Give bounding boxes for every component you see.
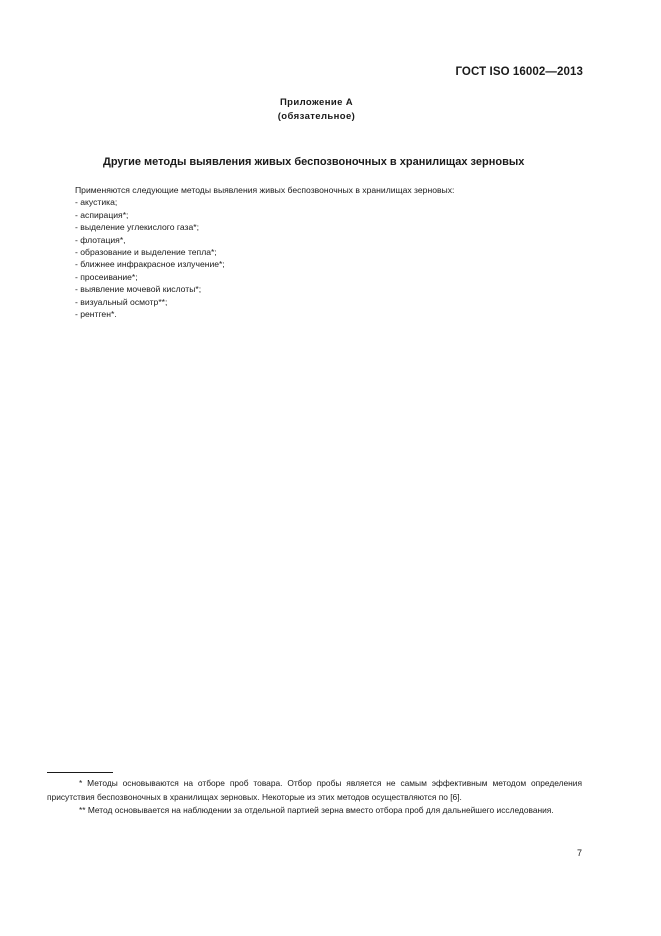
list-item: - рентген*. bbox=[75, 309, 117, 320]
footnote-divider bbox=[47, 772, 113, 773]
intro-text: Применяются следующие методы выявления живых беспозвоночных в хранилищах зерновых: bbox=[75, 185, 455, 195]
list-item: - просеивание*; bbox=[75, 271, 138, 282]
section-title: Другие методы выявления живых беспозвоночных в хранилищах зерновых bbox=[103, 156, 525, 168]
list-item: - визуальный осмотр**; bbox=[75, 296, 168, 307]
list-item: - флотация*, bbox=[75, 234, 126, 245]
page-number: 7 bbox=[576, 848, 582, 858]
footnote-double-asterisk: ** Метод основывается на наблюдении за отдельной партией зерна вместо отбора проб для дальнейшего исследования. bbox=[79, 805, 554, 815]
list-item: - акустика; bbox=[75, 197, 118, 208]
footnote-single-asterisk: * Методы основываются на отборе проб товара. Отбор пробы является не самым эффективным методом определения присутствия беспозвоночных в хранилищах зерновых. Некоторые из этих методов осуществляются по [6]. bbox=[47, 778, 582, 802]
footnotes bbox=[47, 777, 582, 818]
document-code: ГОСТ ISO 16002—2013 bbox=[455, 66, 583, 78]
annex-heading bbox=[0, 96, 661, 124]
methods-list-block bbox=[75, 184, 454, 320]
list-item: - ближнее инфракрасное излучение*; bbox=[75, 259, 225, 270]
list-item: - выявление мочевой кислоты*; bbox=[75, 284, 202, 295]
list-item: - выделение углекислого газа*; bbox=[75, 222, 199, 233]
annex-title: Приложение А bbox=[279, 97, 354, 108]
list-item: - образование и выделение тепла*; bbox=[75, 247, 217, 258]
list-item: - аспирация*; bbox=[75, 209, 129, 220]
annex-status: (обязательное) bbox=[277, 111, 356, 122]
